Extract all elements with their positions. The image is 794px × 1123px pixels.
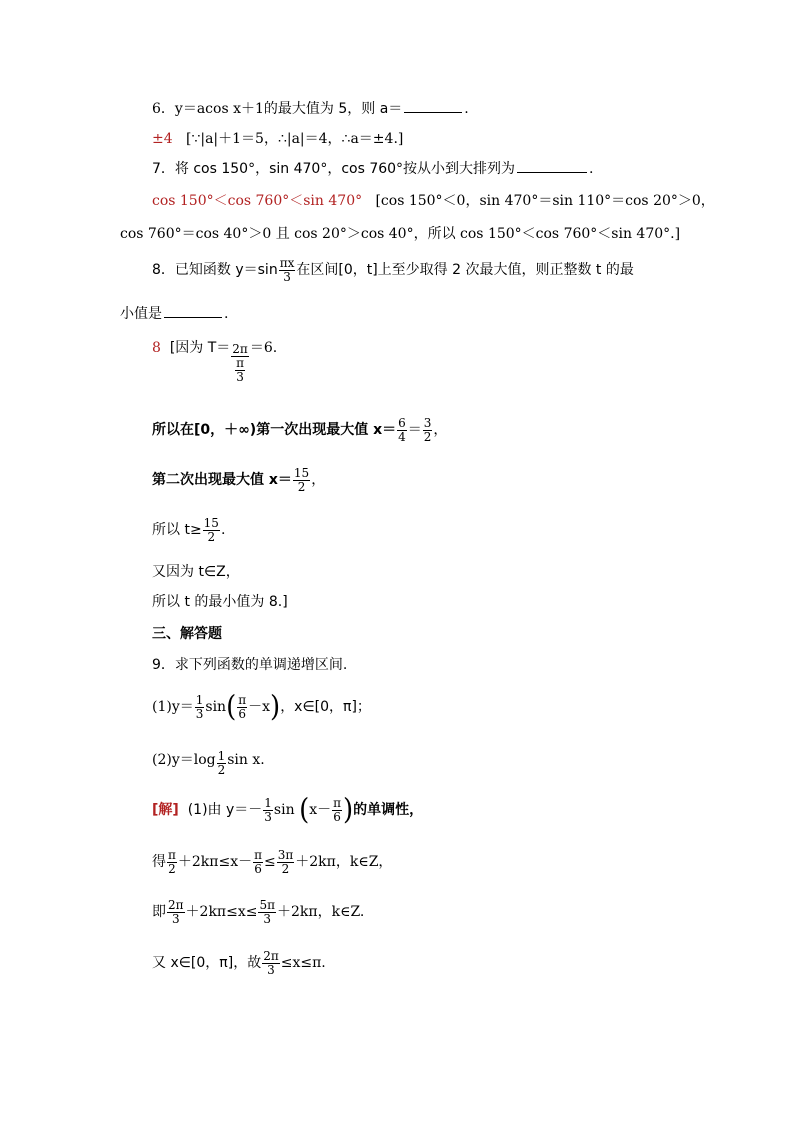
q9-sol1-in-frac <box>332 797 342 824</box>
q8-suffix: 在区间[0，t]上至少取得 2 次最大值，则正整数 t 的最 <box>296 262 634 278</box>
q8-frac-num: πx <box>279 255 295 270</box>
section-heading: 三、解答题 <box>152 626 222 642</box>
q8-first-n1: 6 <box>398 415 406 430</box>
q8-first-d2: 2 <box>423 429 432 444</box>
q9-sol3-frac2 <box>258 899 276 926</box>
q9-sol1-in: x－ <box>309 802 332 818</box>
q7-line <box>152 160 594 178</box>
q6-end: . <box>464 101 469 117</box>
q8-second-frac <box>293 467 310 494</box>
q8-line <box>152 255 634 285</box>
q8-because: [因为 T＝ <box>169 340 231 356</box>
q9-sol3-pre: 即 <box>152 904 166 920</box>
q9-part2 <box>152 745 265 777</box>
q6-line <box>152 100 469 118</box>
q9-sol4-n: 2π <box>263 948 279 963</box>
q9-p2-d: 2 <box>217 763 226 777</box>
q9-p1-end: ，x∈[0，π]； <box>280 699 371 715</box>
q9-p1-in-n: π <box>238 692 247 707</box>
q9-p1-in-frac <box>237 694 247 721</box>
q8-end: . <box>224 306 229 322</box>
q7-blank <box>517 160 587 173</box>
q9-p1-in-d: 6 <box>238 706 246 721</box>
q8-second-pre: 第二次出现最大值 x＝ <box>152 472 292 488</box>
q9-p2-pre: (2)y＝log <box>152 752 216 768</box>
q9-sol1-pre: (1)由 y＝－ <box>187 802 263 818</box>
q9-p2-frac <box>217 750 227 777</box>
q9-p1-n: 1 <box>195 692 204 707</box>
q9-sol4-frac <box>262 950 280 977</box>
q6-explain: [∵|a|＋1＝5，∴|a|＝4，∴a＝±4.] <box>186 131 404 147</box>
q9-sol1-sin: sin <box>273 802 295 818</box>
q9-p1-pre: (1)y＝ <box>152 699 194 715</box>
q9-sol2-n1: π <box>168 847 176 862</box>
q9-sol3-n2: 5π <box>259 897 276 912</box>
q7-answer: cos 150°＜cos 760°＜sin 470° <box>152 193 363 209</box>
q7-prefix: 7．将 cos 150°，sin 470°，cos 760°按从小到大排列为 <box>152 161 516 177</box>
q9-sol2-mid2: ≤ <box>264 854 276 870</box>
q8-first-pre: 所以在[0，＋∞)第一次出现最大值 x＝ <box>152 422 397 438</box>
q8-first-line <box>152 415 447 445</box>
q9-sol2-d3: 2 <box>281 861 290 876</box>
q9-sol3-d1: 3 <box>171 911 180 926</box>
q8-final: 所以 t 的最小值为 8.] <box>152 594 288 610</box>
q9-sol2-frac1 <box>167 849 177 876</box>
q8-line2-text: 小值是 <box>120 306 162 322</box>
q9-sol1-n: 1 <box>264 795 272 810</box>
q9-sol1-lparen: ( <box>299 793 310 827</box>
q7-end: . <box>589 161 594 177</box>
q9-sol2 <box>152 847 392 877</box>
q9-sol2-end: ＋2kπ，k∈Z， <box>295 854 393 870</box>
q8-also: 又因为 t∈Z， <box>152 564 240 580</box>
q6-expr: y＝acos x＋1 <box>174 101 264 117</box>
q9-p1-in-rest: －x <box>248 699 271 715</box>
q9-p1-d: 3 <box>195 706 204 721</box>
q8-line2 <box>120 305 228 323</box>
q6-answer-line <box>152 130 403 148</box>
q8-so-pre: 所以 t≥ <box>152 522 202 538</box>
q9-p1-lparen: ( <box>226 690 237 724</box>
q9-p2-end: sin x. <box>227 752 265 768</box>
q9-sol2-mid1: ＋2kπ≤x－ <box>177 854 253 870</box>
q8-blank <box>164 305 222 318</box>
q8-frac-den: 3 <box>283 269 291 284</box>
q9-sol1-in-d: 6 <box>333 809 341 824</box>
q8-first-frac1 <box>397 417 407 444</box>
q8-T-den <box>231 357 249 384</box>
q8-first-end: ， <box>433 422 448 438</box>
q8-so-line <box>152 515 225 545</box>
q9-sol3-n1: 2π <box>168 897 184 912</box>
q8-because-line <box>152 338 277 384</box>
q9-sol1-frac <box>263 797 273 824</box>
q9-sol3-d2: 3 <box>263 911 272 926</box>
q9-p1-rparen: ) <box>270 690 281 724</box>
q8-second-d: 2 <box>297 479 306 494</box>
q9-sol2-d2: 6 <box>254 861 262 876</box>
q9-sol2-d1: 2 <box>168 861 176 876</box>
q8-second-n: 15 <box>293 465 310 480</box>
q7-answer-line <box>152 192 715 210</box>
q8-T-den-num: π <box>236 356 244 370</box>
q9-sol1 <box>152 795 423 825</box>
q8-answer: 8 <box>152 340 161 356</box>
q8-T-num: 2π <box>232 342 248 356</box>
q9-p1-frac <box>195 694 205 721</box>
q8-so-n: 15 <box>203 515 219 530</box>
q9-sol2-pre: 得 <box>152 854 166 870</box>
q8-second-end: ， <box>311 472 326 488</box>
q9-p2-n: 1 <box>217 749 226 763</box>
q8-T-end: ＝6. <box>249 340 278 356</box>
q8-fraction <box>279 257 296 284</box>
q9-part1 <box>152 692 371 722</box>
q6-blank <box>404 100 462 113</box>
q9-sol-tag: [解] <box>152 802 179 818</box>
q9-title: 9．求下列函数的单调递增区间. <box>152 657 348 673</box>
q8-first-frac2 <box>423 417 433 444</box>
q9-sol4-pre: 又 x∈[0，π]，故 <box>152 955 262 971</box>
q8-so-end: . <box>220 522 226 538</box>
q9-sol4 <box>152 948 326 978</box>
q7-explain-line2 <box>120 225 680 243</box>
q6-answer: ±4 <box>152 131 173 147</box>
q9-p1-sin: sin <box>205 699 227 715</box>
q8-also-line <box>152 563 240 581</box>
q9-sol2-frac3 <box>277 849 295 876</box>
q8-second-line <box>152 465 325 495</box>
q8-so-d: 2 <box>207 529 216 544</box>
q9-sol2-frac2 <box>253 849 263 876</box>
q6-prefix: 6． <box>152 101 175 117</box>
q8-first-eq: ＝ <box>407 422 422 438</box>
q9-sol2-n3: 3π <box>277 847 294 862</box>
q9-sol3 <box>152 897 364 927</box>
q9-sol1-in-n: π <box>333 795 342 810</box>
q8-first-d1: 4 <box>398 429 406 444</box>
q6-text: 的最大值为 5，则 a＝ <box>263 101 403 117</box>
q7-explain1: [cos 150°＜0，sin 470°＝sin 110°＝cos 20°＞0， <box>375 193 715 209</box>
q9-sol4-end: ≤x≤π. <box>280 955 326 971</box>
q9-sol1-rparen: ) <box>343 793 354 827</box>
q8-first-n2: 3 <box>423 415 432 430</box>
q9-sol3-end: ＋2kπ，k∈Z. <box>277 904 365 920</box>
q8-T-den-den: 3 <box>236 370 244 384</box>
q9-sol1-d: 3 <box>264 809 272 824</box>
q8-final-line <box>152 593 288 611</box>
q7-explain2: cos 760°＝cos 40°＞0 且 cos 20°＞cos 40°，所以 cos 150°＜cos 760°＜sin 470°.] <box>120 226 681 242</box>
q9-sol4-d: 3 <box>267 962 275 977</box>
q8-so-frac <box>203 517 220 544</box>
q8-prefix: 8．已知函数 y＝sin <box>152 262 278 278</box>
q9-sol1-end: 的单调性， <box>353 802 424 818</box>
q8-T-fraction <box>231 343 249 384</box>
q9-sol3-frac1 <box>167 899 185 926</box>
q9-sol3-mid: ＋2kπ≤x≤ <box>185 904 258 920</box>
q9-sol2-n2: π <box>254 847 262 862</box>
